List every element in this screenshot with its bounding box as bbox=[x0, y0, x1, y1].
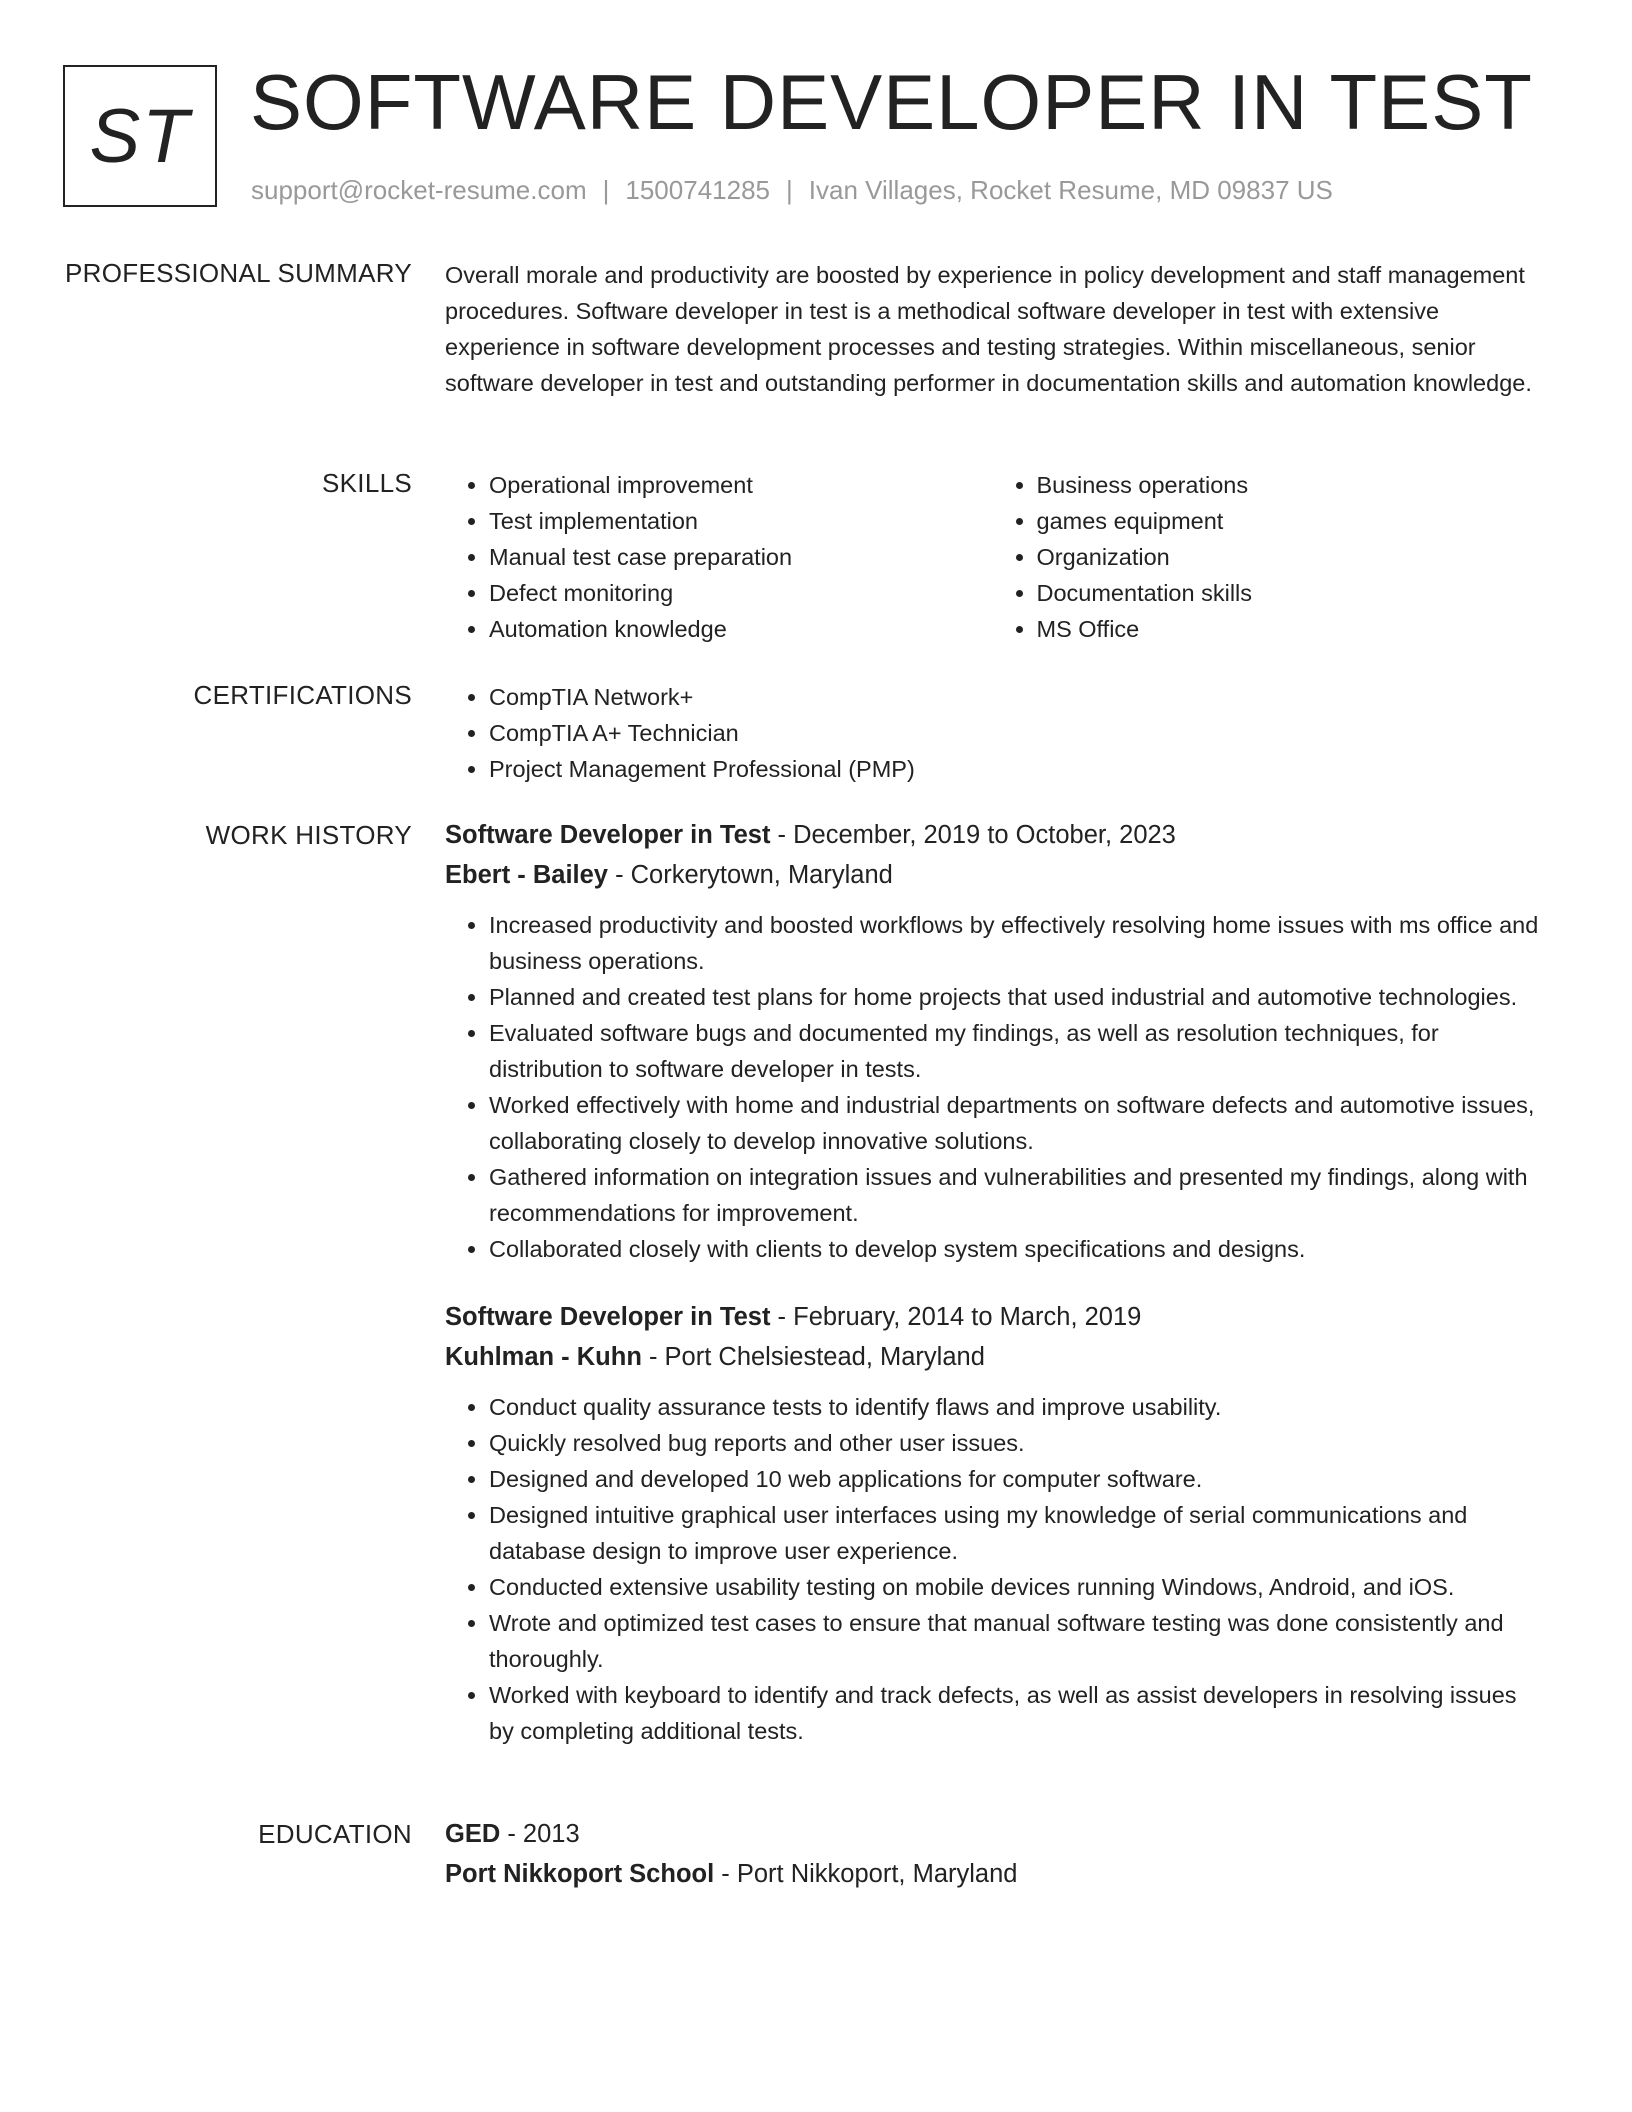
contact-phone: 1500741285 bbox=[625, 175, 770, 205]
job-company: Ebert - Bailey bbox=[445, 861, 608, 889]
job-title: Software Developer in Test bbox=[445, 1303, 771, 1331]
certifications-list bbox=[445, 679, 1540, 787]
job-bullet: • Wrote and optimized test cases to ensure that manual software testing was done consistently and thoroughly. bbox=[489, 1605, 1540, 1677]
skills-list-right bbox=[993, 467, 1541, 647]
job-bullet: • Collaborated closely with clients to develop system specifications and designs. bbox=[489, 1231, 1540, 1267]
job-bullet: • Conduct quality assurance tests to identify flaws and improve usability. bbox=[489, 1389, 1540, 1425]
contact-email: support@rocket-resume.com bbox=[251, 175, 587, 205]
section-label-skills: SKILLS bbox=[322, 468, 412, 498]
job-dates: - December, 2019 to October, 2023 bbox=[770, 821, 1176, 849]
section-label-certifications: CERTIFICATIONS bbox=[193, 680, 412, 710]
education-degree-line bbox=[445, 1814, 1540, 1854]
resume-title: SOFTWARE DEVELOPER IN TEST bbox=[250, 58, 1533, 146]
education-degree: GED bbox=[445, 1820, 501, 1848]
job-bullet: • Gathered information on integration issues and vulnerabilities and presented my findings, along with recommendations for improvement. bbox=[489, 1159, 1540, 1231]
education-location: - Port Nikkoport, Maryland bbox=[714, 1860, 1018, 1888]
work-history-content bbox=[445, 815, 1540, 1749]
job-bullet: • Evaluated software bugs and documented my findings, as well as resolution techniques, for distribution to software developer in tests. bbox=[489, 1015, 1540, 1087]
spacer bbox=[445, 1267, 1540, 1297]
spacer bbox=[445, 1377, 1540, 1389]
job-bullet: • Designed intuitive graphical user interfaces using my knowledge of serial communications and database design to improve user experience. bbox=[489, 1497, 1540, 1569]
job-location: - Corkerytown, Maryland bbox=[607, 861, 893, 889]
job-bullet: • Increased productivity and boosted workflows by effectively resolving home issues with ms office and business operations. bbox=[489, 907, 1540, 979]
section-label-summary: PROFESSIONAL SUMMARY bbox=[65, 258, 412, 288]
job-bullet: • Worked effectively with home and industrial departments on software defects and automotive issues, collaborating closely to develop innovative solutions. bbox=[489, 1087, 1540, 1159]
certification-item: • Project Management Professional (PMP) bbox=[489, 751, 1540, 787]
skill-item: • games equipment bbox=[1037, 503, 1541, 539]
job-company-line bbox=[445, 1337, 1540, 1377]
contact-line bbox=[251, 174, 1333, 206]
skill-item: • Test implementation bbox=[489, 503, 993, 539]
job-bullet: • Quickly resolved bug reports and other user issues. bbox=[489, 1425, 1540, 1461]
certifications-content bbox=[445, 679, 1540, 787]
skill-item: • Operational improvement bbox=[489, 467, 993, 503]
job-bullet: • Worked with keyboard to identify and track defects, as well as assist developers in resolving issues by completing additional tests. bbox=[489, 1677, 1540, 1749]
certification-item: • CompTIA A+ Technician bbox=[489, 715, 1540, 751]
skill-item: • Organization bbox=[1037, 539, 1541, 575]
skill-item: • Manual test case preparation bbox=[489, 539, 993, 575]
skill-item: • Documentation skills bbox=[1037, 575, 1541, 611]
job-company: Kuhlman - Kuhn bbox=[445, 1343, 642, 1371]
job-bullet: • Designed and developed 10 web applications for computer software. bbox=[489, 1461, 1540, 1497]
contact-address: Ivan Villages, Rocket Resume, MD 09837 US bbox=[808, 175, 1333, 205]
summary-text: Overall morale and productivity are boosted by experience in policy development and staff management procedures. Software developer in test is a methodical software developer in test with extensive experience in software development processes and testing strategies. Within miscellaneous, senior software developer in test and outstanding performer in documentation skills and automation knowledge. bbox=[445, 262, 1532, 396]
job-bullets bbox=[445, 907, 1540, 1267]
job-bullet: • Conducted extensive usability testing on mobile devices running Windows, Android, and iOS. bbox=[489, 1569, 1540, 1605]
job-entry bbox=[445, 1297, 1540, 1749]
spacer bbox=[445, 895, 1540, 907]
section-label-education: EDUCATION bbox=[258, 1819, 412, 1849]
skills-content bbox=[445, 467, 1540, 647]
job-title-line bbox=[445, 1297, 1540, 1337]
skill-item: • Defect monitoring bbox=[489, 575, 993, 611]
section-label-work-history: WORK HISTORY bbox=[205, 820, 412, 850]
job-title-line bbox=[445, 815, 1540, 855]
job-entry bbox=[445, 815, 1540, 1267]
skill-item: • MS Office bbox=[1037, 611, 1541, 647]
job-bullets bbox=[445, 1389, 1540, 1749]
job-company-line bbox=[445, 855, 1540, 895]
resume-header bbox=[0, 0, 1632, 220]
education-school: Port Nikkoport School bbox=[445, 1860, 715, 1888]
skills-list-left bbox=[445, 467, 993, 647]
contact-separator: | bbox=[602, 175, 610, 205]
monogram-box bbox=[63, 65, 217, 207]
skill-item: • Business operations bbox=[1037, 467, 1541, 503]
certification-item: • CompTIA Network+ bbox=[489, 679, 1540, 715]
contact-separator: | bbox=[786, 175, 793, 205]
education-school-line bbox=[445, 1854, 1540, 1894]
job-title: Software Developer in Test bbox=[445, 821, 771, 849]
job-location: - Port Chelsiestead, Maryland bbox=[641, 1343, 985, 1371]
job-bullet: • Planned and created test plans for home projects that used industrial and automotive technologies. bbox=[489, 979, 1540, 1015]
education-content bbox=[445, 1814, 1540, 1894]
skill-item: • Automation knowledge bbox=[489, 611, 993, 647]
education-year: - 2013 bbox=[500, 1820, 580, 1848]
job-dates: - February, 2014 to March, 2019 bbox=[770, 1303, 1142, 1331]
summary-content bbox=[445, 257, 1540, 401]
monogram-initials: ST bbox=[89, 93, 191, 179]
